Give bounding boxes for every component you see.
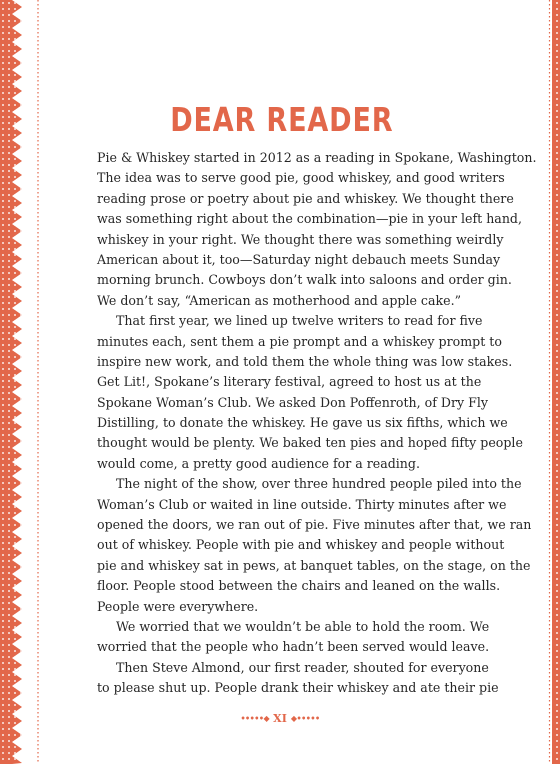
text-line: Pie & Whiskey started in 2012 as a reading in Spokane, Washington. bbox=[97, 150, 537, 165]
text-line: to please shut up. People drank their whiskey and ate their pie bbox=[97, 680, 499, 696]
page-number bbox=[0, 711, 560, 725]
text-line: would come, a pretty good audience for a reading. bbox=[97, 455, 420, 471]
text-line: Distilling, to donate the whiskey. He gave us six fifths, which we bbox=[97, 415, 508, 431]
ornament-icon: •••••◆ bbox=[240, 713, 270, 723]
text-line: That first year, we lined up twelve writers to read for five bbox=[116, 313, 483, 329]
text-line: thought would be plenty. We baked ten pies and hoped fifty people bbox=[97, 435, 523, 451]
text-line: inspire new work, and told them the whole thing was low stakes. bbox=[97, 353, 513, 369]
text-line: morning brunch. Cowboys don’t walk into saloons and order gin. bbox=[97, 272, 512, 288]
text-line: Woman’s Club or waited in line outside. Thirty minutes after we bbox=[97, 496, 507, 512]
decorative-zigzag-border-left bbox=[0, 0, 40, 764]
page-title: DEAR READER bbox=[170, 100, 394, 139]
text-line: The night of the show, over three hundred people piled into the bbox=[116, 476, 522, 492]
text-line: We worried that we wouldn’t be able to hold the room. We bbox=[116, 618, 490, 634]
text-line: People were everywhere. bbox=[97, 598, 259, 614]
text-line: floor. People stood between the chairs and leaned on the walls. bbox=[97, 578, 501, 594]
text-line: was something right about the combination—pie in your left hand, bbox=[97, 211, 522, 227]
page-number-label: XI bbox=[273, 711, 287, 725]
ornament-icon: ◆••••• bbox=[290, 713, 320, 723]
text-line: out of whiskey. People with pie and whiskey and people without bbox=[97, 537, 505, 553]
text-line: We don’t say, “American as motherhood and apple cake.” bbox=[97, 292, 462, 308]
text-line: American about it, too—Saturday night debauch meets Sunday bbox=[97, 251, 501, 267]
text-line: Get Lit!, Spokane’s literary festival, agreed to host us at the bbox=[97, 374, 482, 390]
body-text bbox=[97, 148, 537, 699]
text-line: Then Steve Almond, our first reader, shouted for everyone bbox=[116, 659, 489, 675]
text-line: whiskey in your right. We thought there was something weirdly bbox=[97, 231, 504, 247]
decorative-border-right bbox=[548, 0, 560, 764]
text-line: minutes each, sent them a pie prompt and a whiskey prompt to bbox=[97, 333, 502, 349]
text-line: pie and whiskey sat in pews, at banquet tables, on the stage, on the bbox=[97, 557, 531, 573]
text-line: reading prose or poetry about pie and whiskey. We thought there bbox=[97, 190, 514, 206]
text-line: The idea was to serve good pie, good whiskey, and good writers bbox=[97, 170, 505, 186]
text-line: Spokane Woman’s Club. We asked Don Poffenroth, of Dry Fly bbox=[97, 394, 489, 410]
text-line: worried that the people who hadn’t been served would leave. bbox=[97, 639, 490, 655]
text-line: opened the doors, we ran out of pie. Five minutes after that, we ran bbox=[97, 517, 532, 533]
